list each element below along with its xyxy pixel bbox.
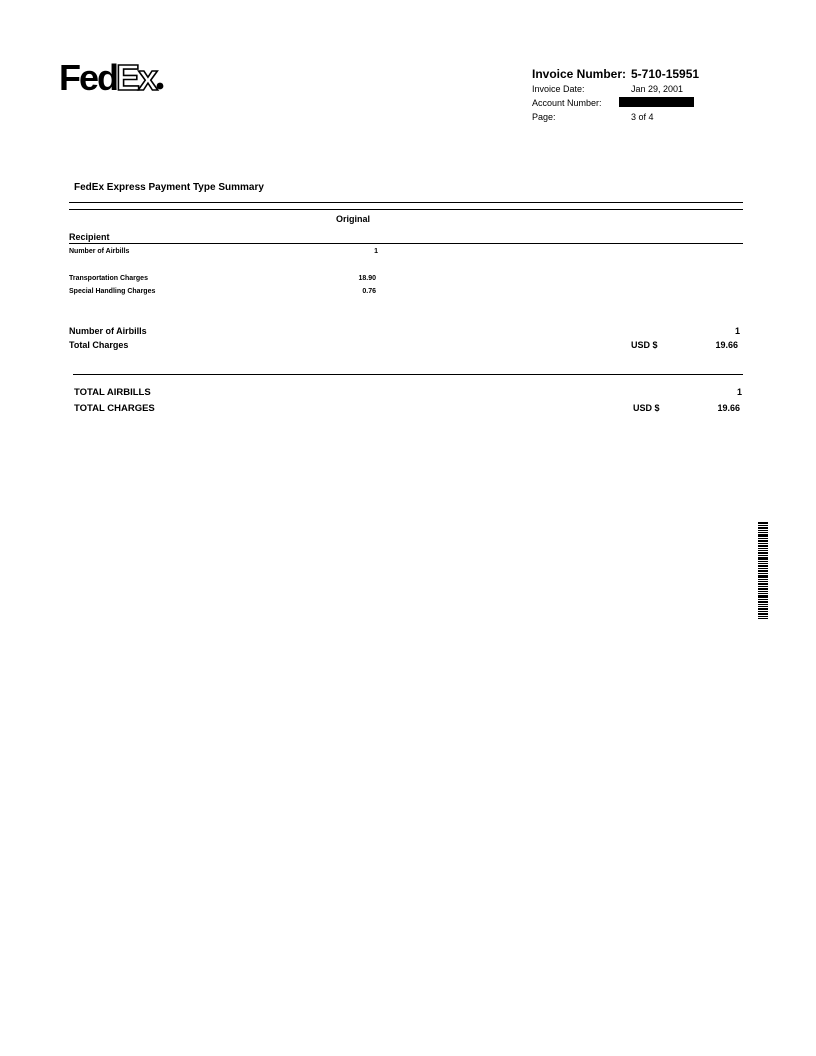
total-charges-label: TOTAL CHARGES bbox=[74, 403, 155, 414]
row-value-special-handling: 0.76 bbox=[362, 288, 376, 295]
subtotal-airbills-value: 1 bbox=[734, 326, 740, 336]
row-label-special-handling: Special Handling Charges bbox=[69, 288, 156, 295]
row-label-transportation: Transportation Charges bbox=[69, 275, 148, 282]
group-label-recipient: Recipient bbox=[69, 232, 110, 242]
account-number-label: Account Number: bbox=[532, 98, 602, 108]
account-number-redacted bbox=[619, 97, 694, 107]
invoice-number: 5-710-15951 bbox=[631, 67, 700, 81]
svg-text:Fed: Fed bbox=[59, 57, 118, 96]
row-value-transportation: 18.90 bbox=[358, 275, 376, 282]
fedex-logo bbox=[59, 56, 165, 96]
subtotal-airbills-label: Number of Airbills bbox=[69, 326, 147, 336]
divider bbox=[69, 243, 743, 244]
total-currency: USD $ bbox=[633, 403, 660, 413]
row-label-airbills: Number of Airbills bbox=[69, 248, 130, 255]
invoice-date: Jan 29, 2001 bbox=[631, 84, 684, 94]
column-header-original: Original bbox=[336, 214, 371, 224]
total-charges-value: 19.66 bbox=[717, 403, 740, 413]
total-airbills-label: TOTAL AIRBILLS bbox=[74, 387, 151, 398]
total-airbills-value: 1 bbox=[736, 387, 742, 397]
page-label: Page: bbox=[532, 112, 556, 122]
divider bbox=[73, 374, 743, 375]
page-number: 3 of 4 bbox=[631, 112, 654, 122]
barcode bbox=[758, 522, 768, 619]
subtotal-charges-label: Total Charges bbox=[69, 340, 129, 350]
section-title: FedEx Express Payment Type Summary bbox=[74, 182, 264, 193]
invoice-date-label: Invoice Date: bbox=[532, 84, 585, 94]
divider bbox=[69, 209, 743, 210]
subtotal-charges-value: 19.66 bbox=[715, 340, 738, 350]
invoice-number-label: Invoice Number: bbox=[532, 67, 627, 81]
svg-text:Ex: Ex bbox=[116, 57, 157, 96]
subtotal-currency: USD $ bbox=[631, 340, 658, 350]
row-value-airbills: 1 bbox=[374, 248, 378, 255]
divider bbox=[69, 202, 743, 203]
